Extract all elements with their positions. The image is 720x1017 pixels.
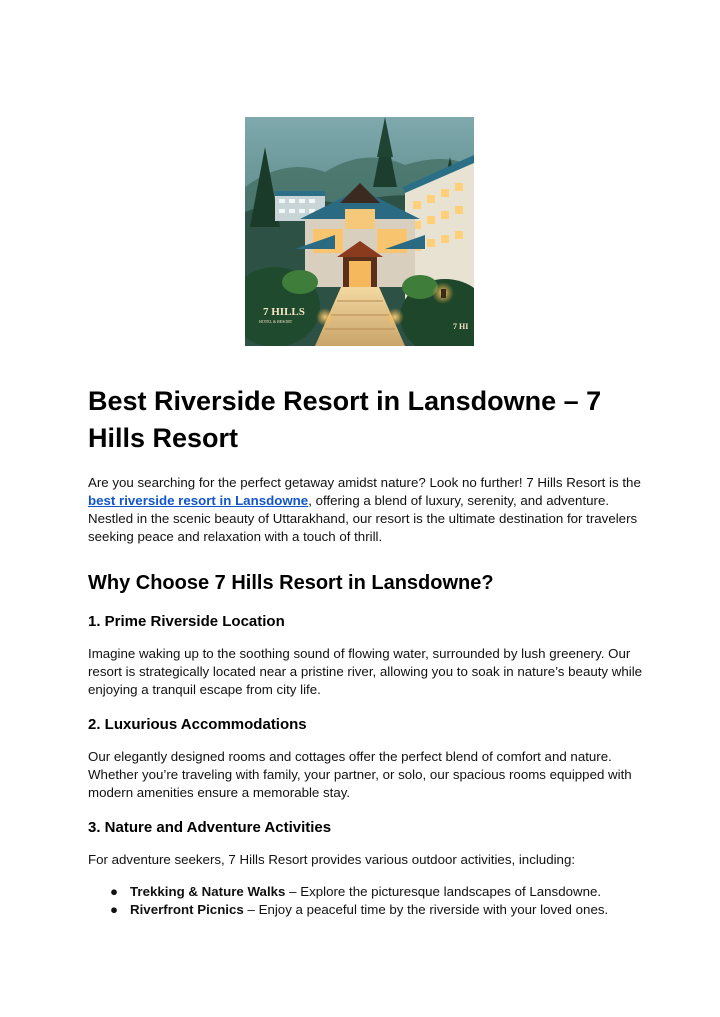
- list-item: [88, 901, 648, 919]
- resort-hero-image: [245, 117, 474, 346]
- bullet-icon: ●: [110, 884, 119, 899]
- list-item-text: – Enjoy a peaceful time by the riverside with your loved ones.: [243, 902, 609, 917]
- logo-text: 7 HILLS: [263, 306, 305, 318]
- bullet-icon: ●: [110, 902, 119, 917]
- logo-subtext: HOTEL & RESORT: [259, 319, 293, 324]
- section-heading-activities: 3. Nature and Adventure Activities: [88, 819, 332, 836]
- list-item: [88, 883, 648, 901]
- article-content: [88, 383, 648, 919]
- list-item-text: – Explore the picturesque landscapes of Lansdowne.: [285, 884, 602, 899]
- section-heading-location: 1. Prime Riverside Location: [88, 613, 285, 630]
- intro-text-after: , offering a blend of luxury, serenity, and adventure. Nestled in the scenic beauty of Uttarakhand, our resort is the ultimate destination for travelers seeking peace and relaxation with a touch of thrill.: [88, 493, 638, 544]
- page-title: Best Riverside Resort in Lansdowne – 7 Hills Resort: [88, 386, 602, 453]
- section-heading-accommodations: 2. Luxurious Accommodations: [88, 716, 307, 733]
- intro-text-before: Are you searching for the perfect getaway amidst nature? Look no further! 7 Hills Resort is the: [88, 475, 641, 490]
- intro-paragraph: [88, 474, 648, 546]
- sign-text: 7 HI: [453, 322, 469, 331]
- list-item-title: Riverfront Picnics: [130, 902, 244, 917]
- section-text-accommodations: Our elegantly designed rooms and cottages offer the perfect blend of comfort and nature. Whether you’re traveling with family, your partner, or solo, our spacious rooms equipped with modern amenities ensure a memorable stay.: [88, 749, 632, 800]
- list-item-title: Trekking & Nature Walks: [130, 884, 286, 899]
- section-text-activities: For adventure seekers, 7 Hills Resort provides various outdoor activities, including:: [88, 852, 576, 867]
- riverside-resort-link[interactable]: best riverside resort in Lansdowne: [88, 493, 309, 508]
- activities-list: [88, 883, 648, 919]
- section-text-location: Imagine waking up to the soothing sound of flowing water, surrounded by lush greenery. Our resort is strategically located near a pristine river, allowing you to soak in nature’s beauty while enjoying a tranquil escape from city life.: [88, 646, 643, 697]
- why-choose-heading: Why Choose 7 Hills Resort in Lansdowne?: [88, 572, 494, 594]
